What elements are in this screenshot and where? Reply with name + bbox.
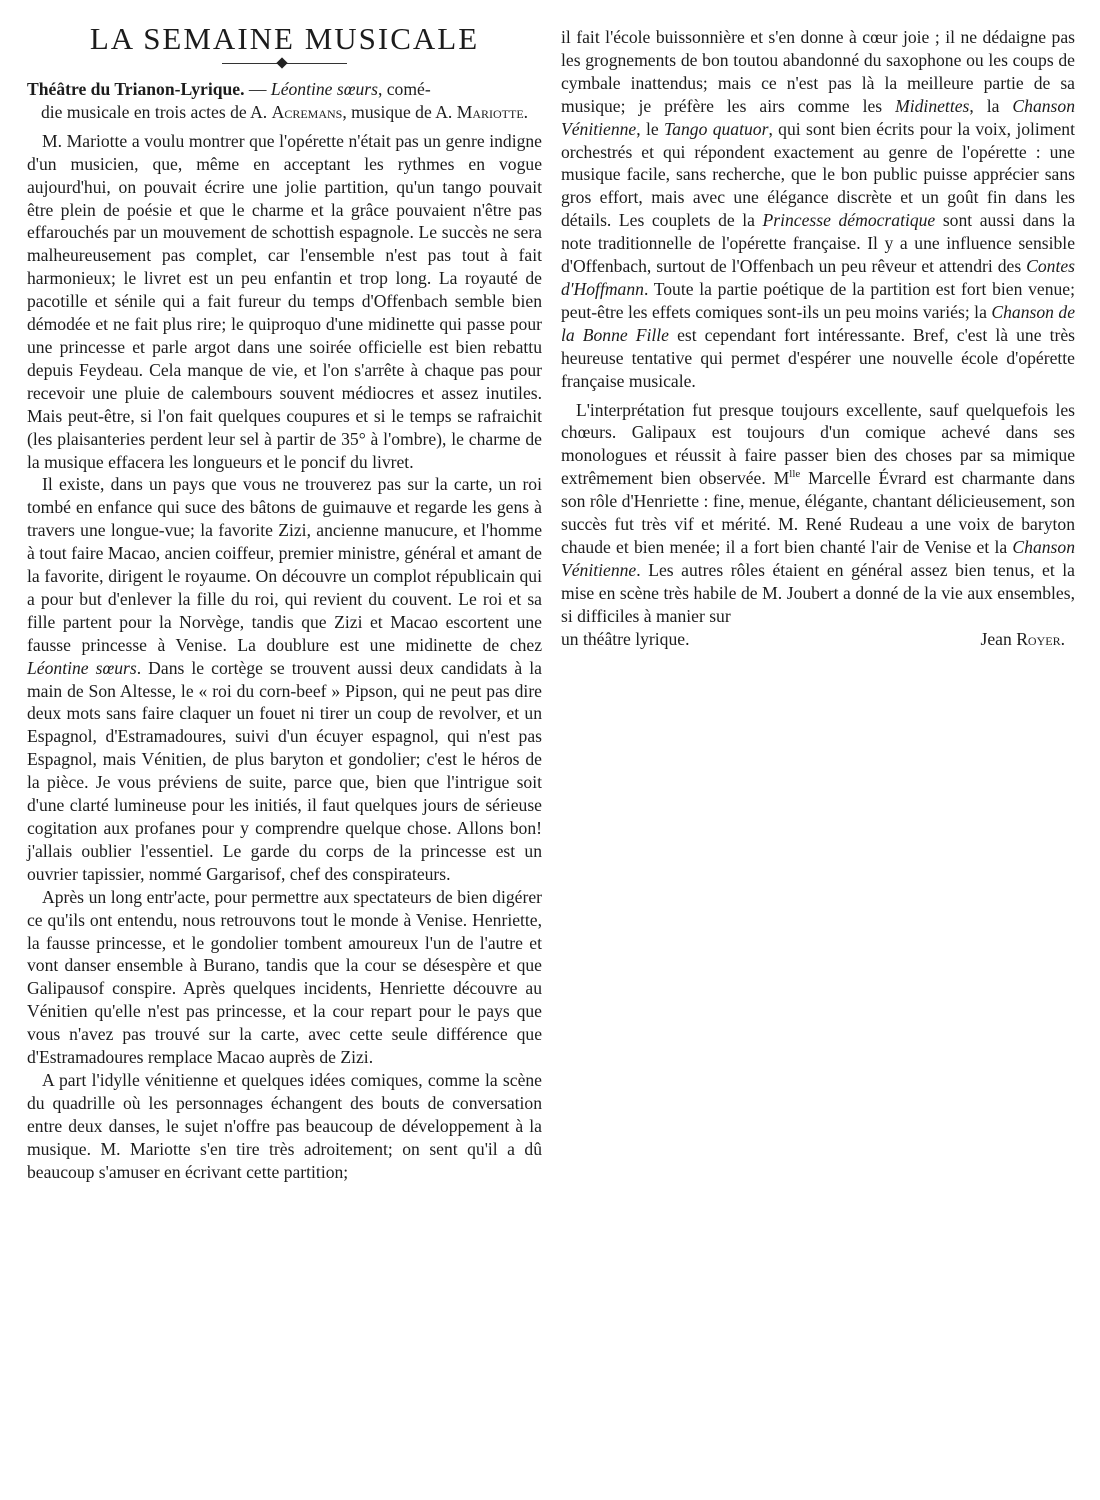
right-column (561, 26, 1075, 650)
closing-line (561, 628, 1075, 651)
author-signature: Jean Royer. (980, 628, 1065, 649)
review-intro: Théâtre du Trianon-Lyrique. — Léontine sœurs, comé- die musicale en trois actes de A. Acremans, musique de A. Mariotte. (27, 79, 529, 122)
venue-name: Théâtre du Trianon-Lyrique. (27, 79, 245, 99)
paragraph-6: L'interprétation fut presque toujours excellente, sauf quelquefois les chœurs. Galipaux est toujours d'un comique achevé dans ses monologues et réussit à faire passer bien des choses par sa mimique extrêmement bien observée. $M^{lle}$ Marcelle Évrard est charmante dans son rôle d'Henriette : fine, menue, élégante, chantant délicieusement, son succès fut très vif et mérité. M. René Rudeau a une voix de baryton chaude et bien menée; il a fort bien chanté l'air de Venise et la Chanson Vénitienne. Les autres rôles étaient en général assez bien tenus, et la mise en scène très habile de M. Joubert a donné de la vie aux ensembles, si difficiles à manier sur (561, 399, 1075, 626)
paragraph-5: il fait l'école buissonnière et s'en donne à cœur joie ; il ne dédaigne pas les grognements de bon toutou abandonné du saxophone ou les coups de cymbale inattendus; mais ce n'est pas là la meilleure partie de sa musique; je préfère les airs comme les Midinettes, la Chanson Vénitienne, le Tango quatuor, qui sont bien écrits pour la voix, joliment orchestrés et qui répondent exactement au genre de l'opérette : une musique facile, sans recherche, que le bon public puisse apprécier sans gros effort, mais avec une élégance discrète et un goût fin dans les détails. Les couplets de la Princesse démocratique sont aussi dans la note traditionnelle de l'opérette française. Il y a une influence sensible d'Offenbach, surtout de l'Offenbach un peu rêveur et attendri des Contes d'Hoffmann. Toute la partie poétique de la partition est fort bien venue; peut-être les effets comiques sont-ils un peu moins variés; la Chanson de la Bonne Fille est cependant fort intéressante. Bref, c'est là une très heureuse tentative qui permet d'espérer une nouvelle école d'opérette française musicale. (561, 27, 1076, 391)
composer-name: Mariotte (456, 101, 524, 122)
paragraph-1: M. Mariotte a voulu montrer que l'opérette n'était pas un genre indigne d'un musicien, que, même en acceptant les rythmes en vogue aujourd'hui, on pouvait écrire une jolie partition, qu'un tango pouvait être plein de poésie et que le charme et la grâce pouvaient n'être pas effarouchés par un mouvement de schottish espagnole. Le succès ne sera malheureusement pas complet, car l'ensemble n'est pas tout à fait harmonieux; le livret est un peu enfantin et trop long. La royauté de pacotille et sénile qui a fait fureur du temps d'Offenbach semble bien démodée et ne fait plus rire; le quiproquo d'une midinette qui passe pour une princesse et parle argot dans une soirée officielle est bien rebattu depuis Feydeau. Cela manque de vie, et l'on s'arrête à chaque pas pour recevoir une pluie de calembours souvent médiocres et assez inutiles. Mais peut-être, si l'on fait quelques coupures et si le temps se rafraichit (les plaisanteries perdent leur sel à partir de 35° à l'ombre), le charme de la musique effacera les longueurs et le poncif du livret. (27, 130, 542, 472)
page-title: LA SEMAINE MUSICALE (89, 21, 480, 56)
title-ornament (27, 56, 542, 70)
paragraph-2: Il existe, dans un pays que vous ne trouverez pas sur la carte, un roi tombé en enfance qui suce des bâtons de guimauve et regarde les gens à travers une longue-vue; la favorite Zizi, ancienne manucure, et l'homme à tout faire Macao, ancien coiffeur, premier ministre, général et amant de la favorite, dirigent le royaume. On découvre un complot républicain qui a pour but d'enlever la fille du roi, qui revient du couvent. Le roi et sa fille partent pour la Norvège, tandis que Zizi et Macao escortent une fausse princesse à Venise. La doublure est une midinette de chez Léontine sœurs. Dans le cortège se trouvent aussi deux candidats à la main de Son Altesse, le « roi du corn-beef » Pipson, qui ne peut pas dire deux mots sans faire claquer un fouet ni tirer un coup de revolver, et un Espagnol, d'Estramadoures, suivi d'un écuyer espagnol, qui n'est pas Espagnol, mais Vénitien, de plus baryton et gondolier; c'est le héros de la pièce. Je vous préviens de suite, parce que, bien que l'intrigue soit d'une clarté lumineuse pour les initiés, il faut quelques jours de sérieuse cogitation aux profanes pour y comprendre quelque chose. Allons bon! j'allais oublier l'essentiel. Le garde du corps de la princesse est un ouvrier tapissier, nommé Gargarisof, chef des conspirateurs. (27, 474, 542, 884)
left-column (27, 22, 542, 1184)
ornament-diamond-icon (276, 57, 287, 68)
closing-text: un théâtre lyrique. (561, 628, 690, 649)
paragraph-3: Après un long entr'acte, pour permettre aux spectateurs de bien digérer ce qu'ils ont entendu, nous retrouvons tout le monde à Venise. Henriette, la fausse princesse, et le gondolier tombent amoureux l'un de l'autre et vont danser ensemble à Burano, tandis que la cour se désespère et que Galipausof conspire. Après quelques incidents, Henriette découvre au Vénitien qu'elle n'est pas princesse, et la cour repart pour le pays que vous n'avez pas trouvé sur la carte, avec cette seule différence que d'Estramadoures remplace Macao auprès de Zizi. (27, 886, 542, 1068)
librettist-name: Acremans (271, 101, 343, 122)
work-title: Léontine sœurs (270, 79, 378, 99)
paragraph-4: A part l'idylle vénitienne et quelques idées comiques, comme la scène du quadrille où les personnages échangent des bouts de conversation entre deux danses, le sujet n'offre pas beaucoup de développement à la musique. M. Mariotte s'en tire très adroitement; on sent qu'il a dû beaucoup s'amuser en écrivant cette partition; (27, 1069, 542, 1182)
